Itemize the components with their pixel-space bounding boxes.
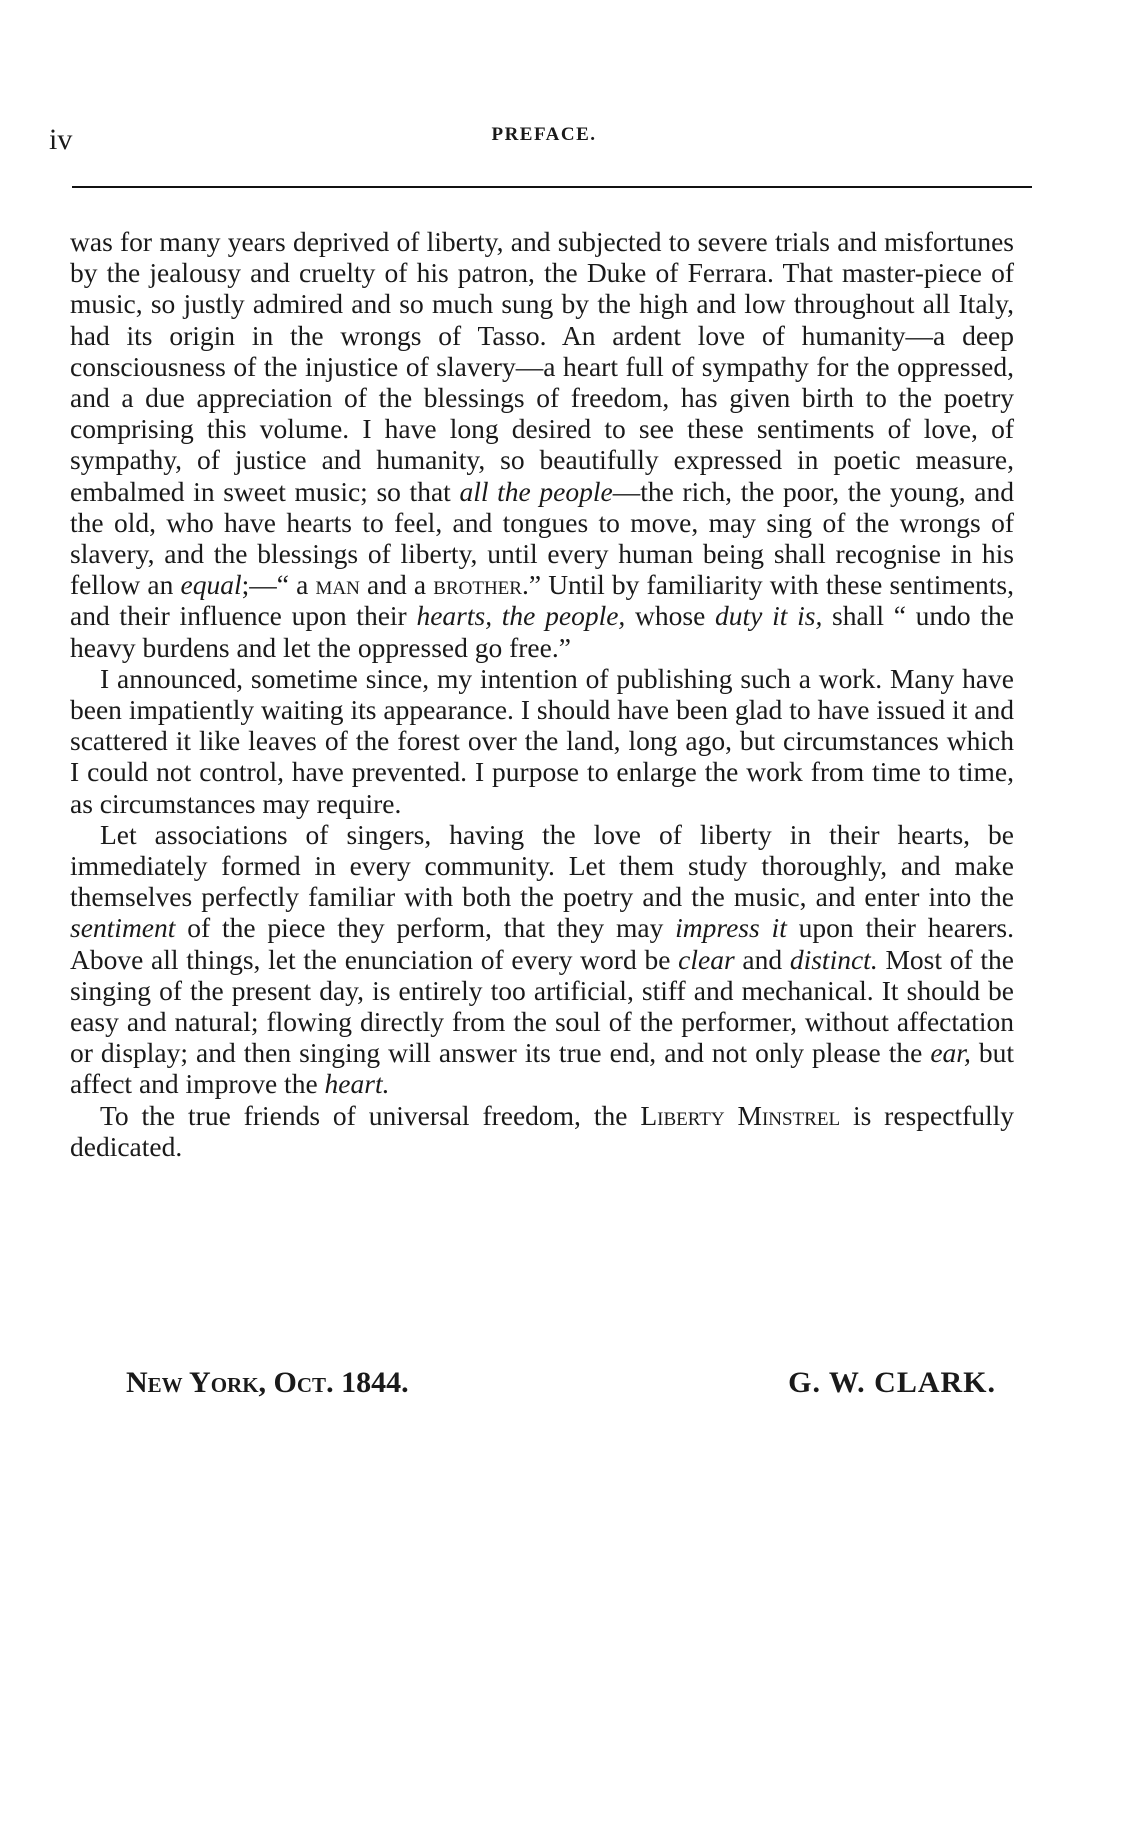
preface-paragraph (70, 226, 1014, 663)
text-run: is respectfully dedicated. (70, 1099, 1014, 1162)
italic-emphasis: all the people (459, 475, 613, 507)
text-run: was for many years deprived of liberty, and subjected to severe trials and misfortunes by the jealousy and cruelty of his patron, the Duke of Ferrara. That master-piece of music, so justly admired and so much sung by the high and low throughout all Italy, had its origin in the wrongs of Tasso. An ardent love of humanity—a deep consciousness of the injustice of slavery—a heart full of sympathy for the oppressed, and a due appreciation of the blessings of freedom, has given birth to the poetry comprising this volume. I have long desired to see these sentiments of love, of sympathy, of justice and humanity, so beautifully expressed in poetic measure, embalmed in sweet music; so that (70, 226, 1014, 507)
text-run: .” Until by familiarity with these sentiments, and their influence upon their (70, 569, 1014, 632)
italic-emphasis: duty it is, (715, 600, 823, 632)
italic-emphasis: hearts, the people, (416, 600, 626, 632)
text-run: To the true friends of universal freedom, the (100, 1099, 641, 1131)
preface-body (70, 226, 1014, 1162)
place-and-date: New York, Oct. 1844. (126, 1366, 409, 1399)
italic-emphasis: clear (678, 943, 735, 975)
preface-paragraph (70, 819, 1014, 1100)
header-rule (72, 186, 1032, 188)
text-run: I announced, sometime since, my intention of publishing such a work. Many have been impatiently waiting its appearance. I should have been glad to have issued it and scattered it like leaves of the forest over the land, long ago, but circumstances which I could not control, have prevented. I purpose to enlarge the work from time to time, as circumstances may require. (70, 662, 1014, 819)
text-run: but affect and improve the (70, 1037, 1015, 1100)
closing-line (126, 1366, 996, 1406)
text-run: of the piece they perform, that they may (175, 912, 676, 944)
italic-emphasis: heart. (324, 1068, 390, 1100)
text-run: and a (359, 569, 434, 601)
author-signature: G. W. CLARK. (788, 1366, 996, 1399)
italic-emphasis: equal (180, 569, 242, 601)
italic-emphasis: sentiment (70, 912, 176, 944)
italic-emphasis: impress it (675, 912, 787, 944)
text-run: whose (625, 600, 716, 632)
text-run: ;—“ a (241, 569, 316, 601)
small-caps-text: brother (433, 569, 522, 601)
small-caps-text: Liberty Minstrel (640, 1099, 841, 1131)
text-run: —the rich, the poor, the young, and the old, who have hearts to feel, and tongues to move, may sing of the wrongs of slavery, and the blessings of liberty, until every human being shall recognise in his fellow an (70, 475, 1015, 601)
text-run: shall “ undo the heavy burdens and let the oppressed go free.” (70, 600, 1014, 663)
italic-emphasis: ear, (930, 1037, 971, 1069)
page-header (49, 122, 1039, 158)
preface-paragraph (70, 1100, 1014, 1162)
italic-emphasis: distinct. (789, 943, 878, 975)
text-run: Most of the singing of the present day, is entirely too artificial, stiff and mechanical. It should be easy and natural; flowing directly from the soul of the performer, without affectation or display; and then singing will answer its true end, and not only please the (70, 943, 1014, 1069)
running-head: PREFACE. (491, 124, 597, 145)
preface-paragraph (70, 663, 1014, 819)
text-run: Let associations of singers, having the love of liberty in their hearts, be immediately formed in every community. Let them study thoroughly, and make themselves perfectly familiar with both the poetry and the music, and enter into the (70, 818, 1014, 913)
text-run: and (734, 943, 790, 975)
page-number: iv (49, 123, 73, 156)
text-run: upon their hearers. Above all things, let the enunciation of every word be (70, 912, 1015, 975)
small-caps-text: man (315, 569, 360, 601)
